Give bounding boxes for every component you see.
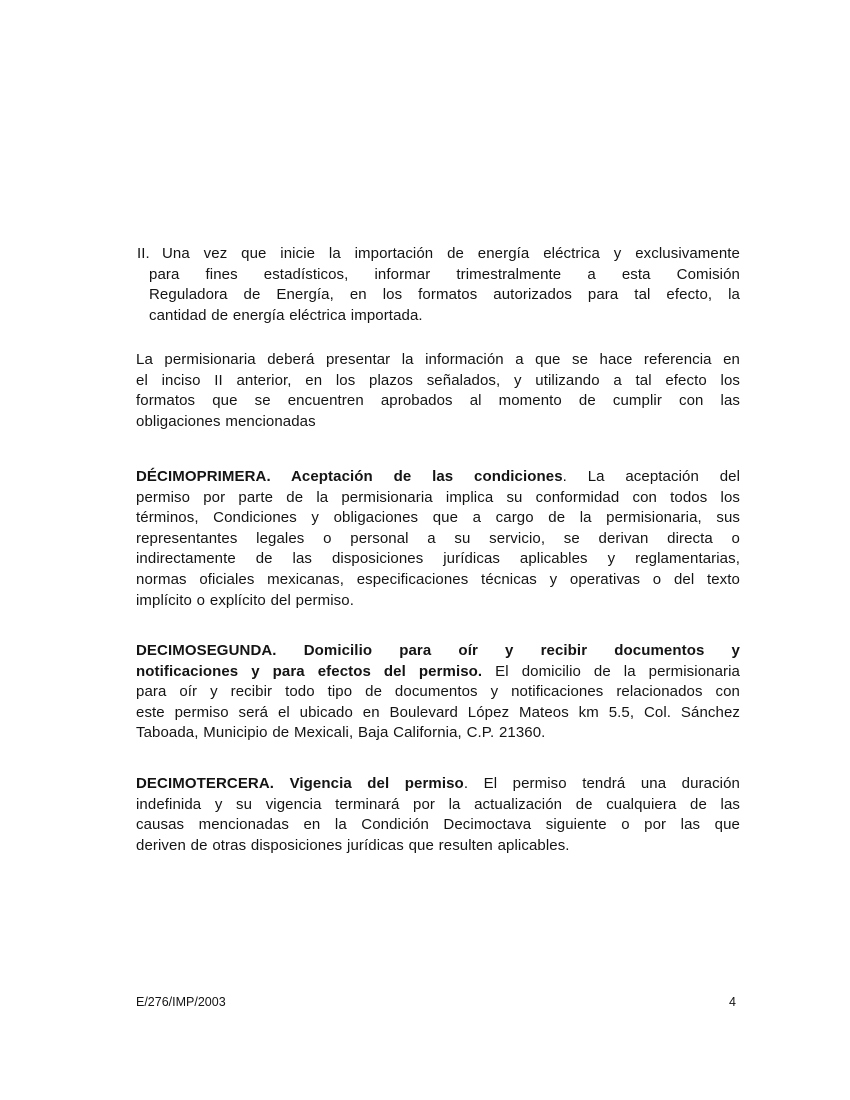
text-line: para oír y recibir todo tipo de documentos y notificaciones relacionados con — [136, 683, 740, 701]
page-footer — [136, 992, 736, 1012]
text-line: términos, Condiciones y obligaciones que a cargo de la permisionaria, sus — [136, 509, 740, 527]
clause-item-ii — [136, 244, 740, 326]
text-line: causas mencionadas en la Condición Decimoctava siguiente o por las que — [136, 816, 740, 834]
clause-heading-line — [136, 641, 740, 662]
clause-decimotercera — [136, 774, 740, 856]
clause-heading-line — [136, 467, 740, 488]
clause-heading-bold: DECIMOTERCERA. Vigencia del permiso — [136, 775, 464, 792]
clause-heading-rest: . La aceptación del — [562, 468, 741, 485]
clause-heading-bold: DÉCIMOPRIMERA. Aceptación de las condiciones — [136, 468, 563, 485]
text-line: Taboada, Municipio de Mexicali, Baja California, C.P. 21360. — [136, 724, 546, 742]
text-line: el inciso II anterior, en los plazos señalados, y utilizando a tal efecto los — [136, 371, 740, 389]
document-id: E/276/IMP/2003 — [136, 995, 226, 1009]
text-line: normas oficiales mexicanas, especificaciones técnicas y operativas o del texto — [136, 570, 740, 588]
text-line: cantidad de energía eléctrica importada. — [149, 306, 423, 324]
clause-heading-rest: El domicilio de la permisionaria — [482, 662, 740, 680]
text-line: representantes legales o personal a su servicio, se derivan directa o — [136, 529, 740, 547]
text-line: La permisionaria deberá presentar la información a que se hace referencia en — [136, 351, 740, 368]
text-line: deriven de otras disposiciones jurídicas que resulten aplicables. — [136, 836, 570, 854]
clause-heading-line — [136, 774, 740, 795]
text-line: indirectamente de las disposiciones jurídicas aplicables y reglamentarias, — [136, 550, 740, 568]
text-line: indefinida y su vigencia terminará por la actualización de cualquiera de las — [136, 795, 740, 813]
text-line: permiso por parte de la permisionaria implica su conformidad con todos los — [136, 488, 740, 506]
clause-decimoprimera — [136, 467, 740, 611]
text-line: Reguladora de Energía, en los formatos autorizados para tal efecto, la — [149, 286, 740, 304]
list-marker-ii: II. — [137, 245, 150, 262]
clause-heading-rest: . El permiso tendrá una duración — [463, 775, 740, 792]
text-line: obligaciones mencionadas — [136, 412, 316, 430]
text-line: este permiso será el ubicado en Boulevard López Mateos km 5.5, Col. Sánchez — [136, 703, 740, 721]
paragraph-presentacion-informacion — [136, 350, 740, 432]
clause-heading-bold: notificaciones y para efectos del permiso. — [136, 662, 483, 680]
clause-heading-bold: DECIMOSEGUNDA. Domicilio para oír y recibir documentos y — [136, 642, 740, 659]
clause-decimosegunda — [136, 641, 740, 744]
page-number: 4 — [729, 995, 736, 1009]
text-line: formatos que se encuentren aprobados al momento de cumplir con las — [136, 392, 740, 410]
text-line: para fines estadísticos, informar trimestralmente a esta Comisión — [149, 265, 740, 283]
clause-heading-line — [136, 662, 740, 683]
text-line: Una vez que inicie la importación de energía eléctrica y exclusivamente — [162, 245, 740, 262]
text-line: implícito o explícito del permiso. — [136, 591, 354, 609]
